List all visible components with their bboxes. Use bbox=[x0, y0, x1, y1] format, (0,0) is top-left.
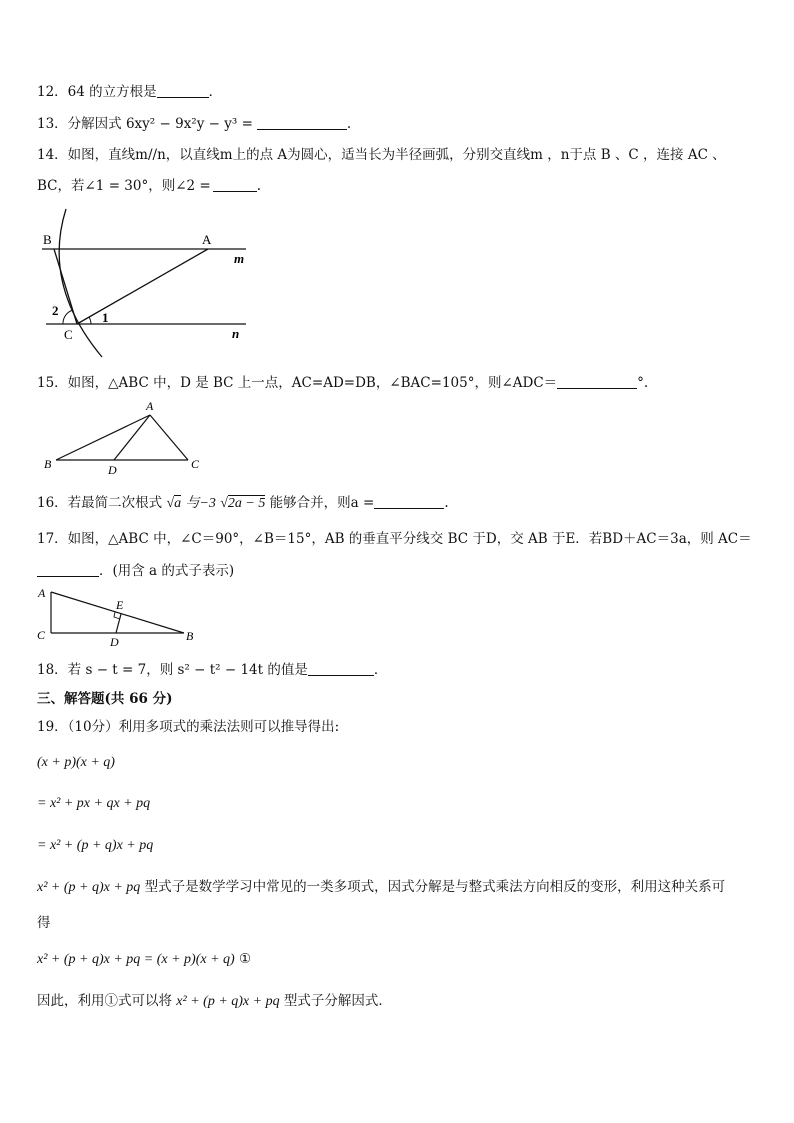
equation-3: = x² + (p + q)x + pq bbox=[37, 838, 154, 853]
radical-1: √a bbox=[166, 496, 182, 511]
label-e: E bbox=[116, 598, 124, 612]
q17-suffix: ．(用含 a 的式子表示) bbox=[99, 563, 235, 579]
q18-text: 18．若 s − t = 7，则 s² − t² − 14t 的值是 bbox=[37, 662, 308, 678]
question-15 bbox=[37, 374, 648, 392]
coefficient: 与−3 bbox=[185, 496, 216, 511]
conclusion-math: x² + (p + q)x + pq bbox=[176, 994, 280, 1009]
label-b: B bbox=[186, 629, 194, 643]
conclusion-line bbox=[37, 992, 392, 1011]
label-a: A bbox=[146, 399, 154, 413]
label-d: D bbox=[110, 635, 119, 648]
q17-figure bbox=[34, 584, 204, 648]
q15-text: 15．如图，△ABC 中，D 是 BC 上一点，AC=AD=DB，∠BAC=105°，则∠ADC＝ bbox=[37, 375, 558, 391]
paragraph-line-2: 得 bbox=[37, 915, 51, 931]
segment-ad bbox=[114, 415, 150, 460]
label-2: 2 bbox=[52, 303, 59, 318]
radical-2: √2a − 5 bbox=[220, 496, 266, 511]
equation-4: x² + (p + q)x + pq = (x + p)(x + q) bbox=[37, 952, 235, 967]
question-14-line1: 14．如图，直线m//n，以直线m上的点 A为圆心，适当长为半径画弧，分别交直线m ，n于点 B 、C ，连接 AC 、 bbox=[37, 147, 726, 163]
paragraph-line-1 bbox=[37, 878, 725, 897]
label-m: m bbox=[234, 251, 245, 266]
q15-suffix: °. bbox=[637, 375, 649, 391]
segment-ac bbox=[150, 415, 188, 460]
label-b: B bbox=[44, 457, 52, 471]
label-c: C bbox=[64, 327, 73, 342]
question-17-line2 bbox=[37, 562, 234, 580]
radicand-1: a bbox=[174, 496, 182, 511]
equation-2: = x² + px + qx + pq bbox=[37, 796, 151, 811]
label-a: A bbox=[202, 232, 212, 247]
conclusion-suffix: 型式子分解因式． bbox=[283, 993, 392, 1009]
question-19-intro: 19．（10分）利用多项式的乘法法则可以推导得出: bbox=[37, 719, 340, 735]
answer-blank bbox=[257, 115, 347, 130]
label-d: D bbox=[108, 463, 117, 476]
question-14-line2 bbox=[37, 177, 261, 195]
q14-figure bbox=[36, 205, 256, 360]
conclusion-prefix: 因此，利用①式可以将 bbox=[37, 993, 172, 1009]
question-18 bbox=[37, 661, 387, 679]
q14-text: BC，若∠1 = 30°，则∠2 = bbox=[37, 178, 211, 194]
label-b: B bbox=[43, 232, 52, 247]
angle-1-mark bbox=[89, 317, 91, 324]
question-12 bbox=[37, 83, 222, 101]
equation-4-line bbox=[37, 950, 251, 969]
label-n: n bbox=[232, 326, 240, 341]
answer-blank bbox=[213, 177, 257, 192]
section-heading: 三、解答题(共 66 分) bbox=[37, 691, 173, 707]
q13-text: 13．分解因式 6xy² − 9x²y − y³ = bbox=[37, 116, 253, 132]
q15-figure bbox=[38, 398, 218, 476]
radicand-2: 2a − 5 bbox=[227, 496, 266, 511]
equation-1: (x + p)(x + q) bbox=[37, 755, 115, 770]
q16-after: 能够合并，则a = bbox=[269, 495, 375, 511]
segment-ab bbox=[56, 415, 150, 460]
question-13 bbox=[37, 115, 351, 133]
q14-suffix: . bbox=[256, 178, 262, 194]
paragraph-text: 型式子是数学学习中常见的一类多项式，因式分解是与整式乘法方向相反的变形，利用这种关系可 bbox=[144, 879, 726, 895]
answer-blank bbox=[157, 83, 209, 98]
label-c: C bbox=[191, 457, 200, 471]
label-1: 1 bbox=[102, 310, 109, 325]
segment-ac bbox=[77, 249, 208, 324]
answer-blank bbox=[308, 661, 374, 676]
answer-blank bbox=[374, 494, 444, 509]
question-16 bbox=[37, 494, 449, 513]
angle-2-mark bbox=[63, 310, 73, 324]
q16-text: 16．若最简二次根式 bbox=[37, 495, 163, 511]
equation-marker: ① bbox=[239, 951, 252, 967]
q13-suffix: . bbox=[346, 116, 352, 132]
label-c: C bbox=[37, 628, 46, 642]
q12-suffix: ． bbox=[208, 84, 223, 100]
q18-suffix: ． bbox=[373, 662, 388, 678]
label-a: A bbox=[38, 586, 46, 600]
question-17-line1: 17．如图，△ABC 中，∠C＝90°，∠B＝15°，AB 的垂直平分线交 BC 于D，交 AB 于E．若BD＋AC＝3a，则 AC＝ bbox=[37, 531, 752, 547]
segment-de bbox=[116, 614, 121, 633]
q12-text: 12．64 的立方根是 bbox=[37, 84, 157, 100]
answer-blank bbox=[557, 374, 637, 389]
q16-suffix: . bbox=[444, 495, 449, 511]
answer-blank bbox=[37, 562, 99, 577]
polynomial-form: x² + (p + q)x + pq bbox=[37, 880, 141, 895]
